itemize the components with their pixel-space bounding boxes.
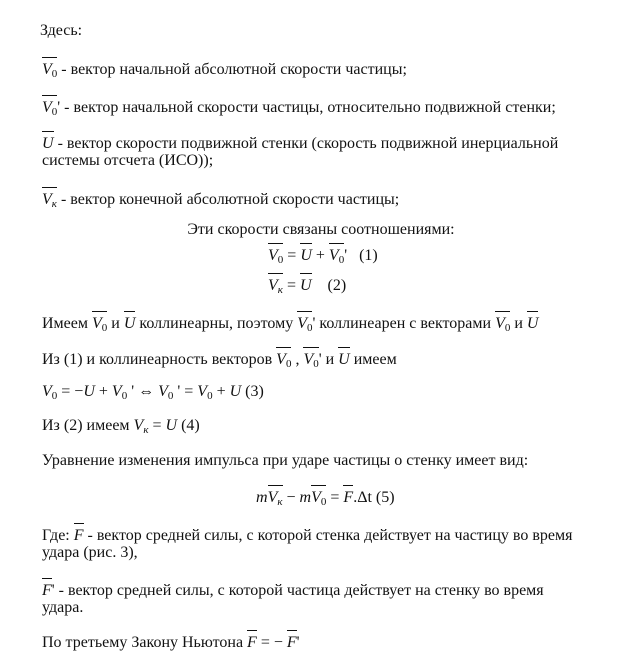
equation-2: $V_к = U$ (2) xyxy=(268,272,346,296)
line-here: Здесь: xyxy=(40,22,83,39)
line-where-1: Где: F - вектор средней силы, с которой стенка действует на частицу во время xyxy=(42,522,573,546)
line-u-description-1: U - вектор скорости подвижной стенки (скорость подвижной инерциальной xyxy=(42,130,558,154)
equation-5: $mV_к - mV_0 = F.\Delta t$ (5) xyxy=(256,484,395,508)
vector-v0-prime: $V_0$ xyxy=(42,94,57,118)
equation-2-label: (2) xyxy=(327,277,347,294)
vector-u: U xyxy=(42,130,54,154)
line-f-prime-2: удара. xyxy=(42,599,84,616)
equation-1-label: (1) xyxy=(359,247,378,264)
vector-vk: $V_к$ xyxy=(42,186,57,210)
line-impulse: Уравнение изменения импульса при ударе частицы о стенку имеет вид: xyxy=(42,452,529,469)
line-related: Эти скорости связаны соотношениями: xyxy=(187,221,455,238)
line-where-2: удара (рис. 3), xyxy=(42,544,138,561)
line-u-description-2: системы отсчета (ИСО)); xyxy=(42,152,214,169)
line-v0-description: $V_0$ - вектор начальной абсолютной скорости частицы; xyxy=(42,56,407,80)
line-from-eq1: Из (1) и коллинеарность векторов $V_0$ , $V_0'$ и U имеем xyxy=(42,346,397,370)
line-newton: По третьему Закону Ньютона F = − F' xyxy=(42,629,300,653)
line-collinear: Имеем $V_0$ и U коллинеарны, поэтому $V_0'$ коллинеарен с векторами $V_0$ и U xyxy=(42,310,538,334)
equation-1: $V_0 = U + V_0'$ (1) xyxy=(268,242,378,266)
equation-3: $V_0 = -U + V_0$ ' ⇔ $V_0$ ' = $V_0 + U$ (3) xyxy=(42,383,264,402)
line-from-eq2: Из (2) имеем $V_к = U$ (4) xyxy=(42,417,200,436)
line-v0-prime-description: $V_0'$ - вектор начальной скорости частицы, относительно подвижной стенки; xyxy=(42,94,556,118)
line-f-prime-1: F' - вектор средней силы, с которой частица действует на стенку во время xyxy=(42,577,544,601)
line-vk-description: $V_к$ - вектор конечной абсолютной скорости частицы; xyxy=(42,186,399,210)
vector-v0: $V_0$ xyxy=(42,56,57,80)
